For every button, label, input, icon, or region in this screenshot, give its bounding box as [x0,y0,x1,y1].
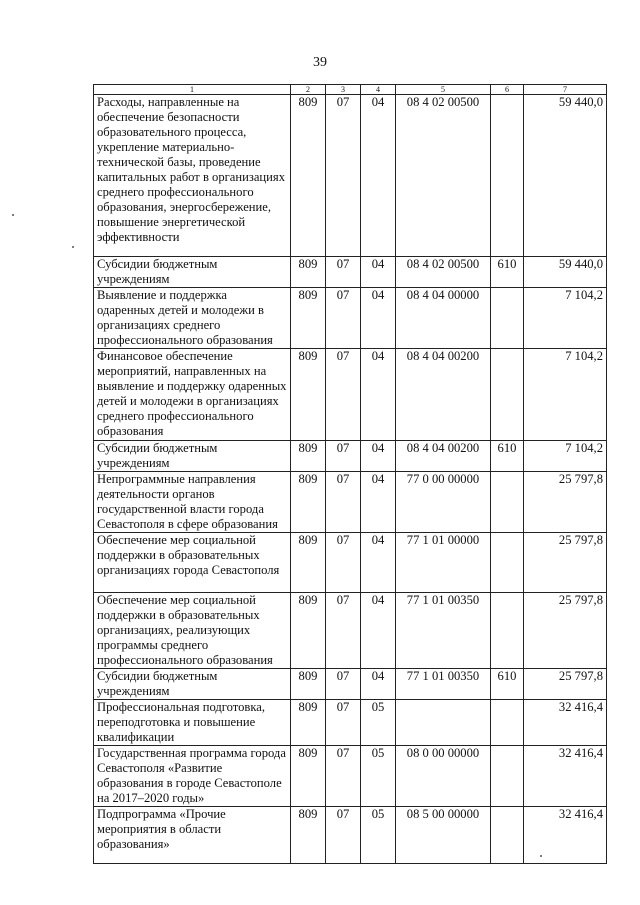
section-code: 07 [326,593,361,669]
amount: 25 797,8 [524,533,607,593]
amount: 59 440,0 [524,95,607,257]
table-row [94,533,607,593]
scan-speck [12,214,14,216]
target-article-code: 77 1 01 00000 [396,533,491,593]
admin-code: 809 [291,257,326,288]
table-row [94,593,607,669]
column-header: 2 [291,85,326,95]
subsection-code: 04 [361,593,396,669]
target-article-code [396,700,491,746]
section-code: 07 [326,349,361,441]
section-code: 07 [326,669,361,700]
section-code: 07 [326,746,361,807]
subsection-code: 05 [361,807,396,864]
target-article-code: 08 5 00 00000 [396,807,491,864]
expense-type-code: 610 [491,441,524,472]
target-article-code: 08 4 02 00500 [396,257,491,288]
section-code: 07 [326,441,361,472]
row-name: Непрограммные направления деятельности органов государственной власти города Севастополя в сфере образования [94,472,291,533]
row-name: Профессиональная подготовка, переподготовка и повышение квалификации [94,700,291,746]
column-header: 7 [524,85,607,95]
subsection-code: 04 [361,669,396,700]
expense-type-code [491,349,524,441]
budget-table [93,84,607,864]
amount: 25 797,8 [524,669,607,700]
section-code: 07 [326,472,361,533]
amount: 32 416,4 [524,807,607,864]
row-name: Выявление и поддержка одаренных детей и молодежи в организациях среднего профессионального образования [94,288,291,349]
column-header: 5 [396,85,491,95]
expense-type-code: 610 [491,257,524,288]
column-number-row [94,85,607,95]
section-code: 07 [326,288,361,349]
row-name: Субсидии бюджетным учреждениям [94,441,291,472]
expense-type-code [491,746,524,807]
expense-type-code [491,700,524,746]
target-article-code: 08 0 00 00000 [396,746,491,807]
scan-speck [72,246,74,248]
subsection-code: 04 [361,257,396,288]
expense-type-code: 610 [491,669,524,700]
subsection-code: 04 [361,95,396,257]
column-header: 4 [361,85,396,95]
table-row [94,441,607,472]
amount: 59 440,0 [524,257,607,288]
expense-type-code [491,807,524,864]
amount: 32 416,4 [524,700,607,746]
admin-code: 809 [291,472,326,533]
subsection-code: 05 [361,746,396,807]
subsection-code: 05 [361,700,396,746]
section-code: 07 [326,533,361,593]
target-article-code: 08 4 04 00000 [396,288,491,349]
column-header: 3 [326,85,361,95]
amount: 7 104,2 [524,349,607,441]
admin-code: 809 [291,441,326,472]
table-row [94,95,607,257]
row-name: Финансовое обеспечение мероприятий, направленных на выявление и поддержку одаренных детей и молодежи в организациях среднего профессионального образования [94,349,291,441]
admin-code: 809 [291,95,326,257]
admin-code: 809 [291,807,326,864]
row-name: Обеспечение мер социальной поддержки в образовательных организациях города Севастополя [94,533,291,593]
admin-code: 809 [291,700,326,746]
target-article-code: 77 0 00 00000 [396,472,491,533]
table-row [94,288,607,349]
table-row [94,746,607,807]
subsection-code: 04 [361,533,396,593]
table-row [94,349,607,441]
amount: 7 104,2 [524,441,607,472]
page-number: 39 [313,55,327,70]
admin-code: 809 [291,349,326,441]
row-name: Расходы, направленные на обеспечение безопасности образовательного процесса, укрепление материально-технической базы, проведение капитальных работ в организациях среднего профессионального образования, энергосбережение, повышение энергетической эффективности [94,95,291,257]
target-article-code: 08 4 04 00200 [396,349,491,441]
admin-code: 809 [291,593,326,669]
table-row [94,669,607,700]
section-code: 07 [326,700,361,746]
amount: 7 104,2 [524,288,607,349]
target-article-code: 77 1 01 00350 [396,593,491,669]
target-article-code: 77 1 01 00350 [396,669,491,700]
column-header: 6 [491,85,524,95]
expense-type-code [491,533,524,593]
section-code: 07 [326,257,361,288]
row-name: Субсидии бюджетным учреждениям [94,669,291,700]
table-row [94,700,607,746]
subsection-code: 04 [361,472,396,533]
row-name: Государственная программа города Севастополя «Развитие образования в городе Севастополе на 2017–2020 годы» [94,746,291,807]
table-row [94,472,607,533]
row-name: Субсидии бюджетным учреждениям [94,257,291,288]
subsection-code: 04 [361,349,396,441]
amount: 25 797,8 [524,472,607,533]
subsection-code: 04 [361,288,396,349]
subsection-code: 04 [361,441,396,472]
admin-code: 809 [291,288,326,349]
column-header: 1 [94,85,291,95]
scan-speck [540,855,542,857]
expense-type-code [491,472,524,533]
target-article-code: 08 4 02 00500 [396,95,491,257]
table-row [94,807,607,864]
target-article-code: 08 4 04 00200 [396,441,491,472]
expense-type-code [491,593,524,669]
section-code: 07 [326,807,361,864]
table-row [94,257,607,288]
row-name: Подпрограмма «Прочие мероприятия в области образования» [94,807,291,864]
expense-type-code [491,288,524,349]
row-name: Обеспечение мер социальной поддержки в образовательных организациях, реализующих программы среднего профессионального образования [94,593,291,669]
amount: 25 797,8 [524,593,607,669]
amount: 32 416,4 [524,746,607,807]
admin-code: 809 [291,533,326,593]
expense-type-code [491,95,524,257]
admin-code: 809 [291,746,326,807]
section-code: 07 [326,95,361,257]
admin-code: 809 [291,669,326,700]
